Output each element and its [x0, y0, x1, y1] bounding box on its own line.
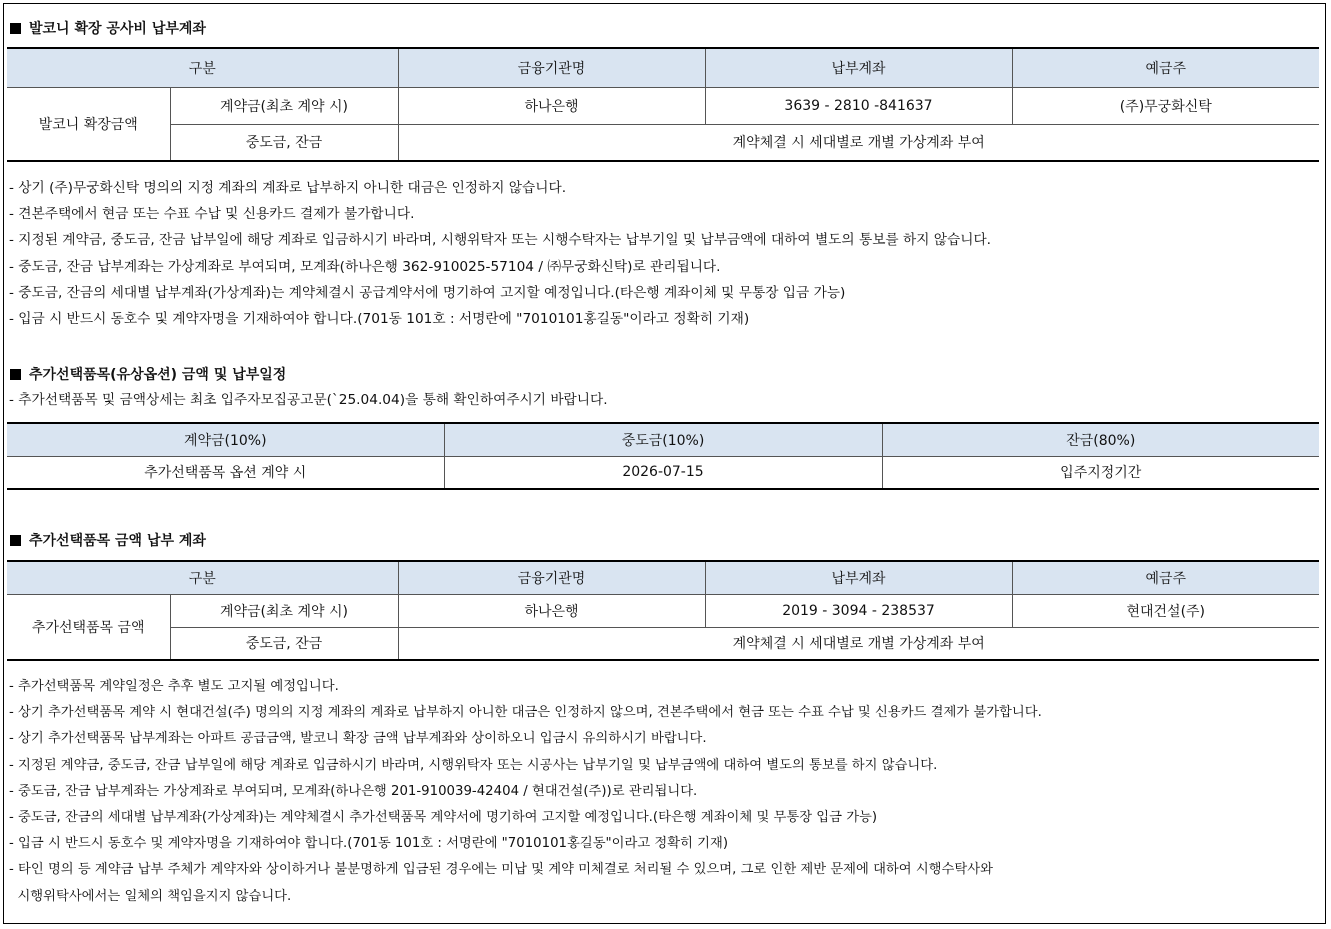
note-line: - 추가선택품목 계약일정은 추후 별도 고지될 예정입니다. [9, 679, 339, 694]
account-number: 3639 - 2810 -841637 [705, 87, 1012, 124]
table-header-row [7, 48, 1319, 87]
option-intro [9, 387, 608, 413]
note-line: - 상기 추가선택품목 납부계좌는 아파트 공급금액, 발코니 확장 금액 납부계좌와 상이하오니 입금시 유의하시기 바랍니다. [9, 731, 707, 747]
header-down-payment: 계약금(10%) [7, 423, 444, 456]
note-line: - 입금 시 반드시 동호수 및 계약자명을 기재하여야 합니다.(701동 101호 : 서명란에 "7010101홍길동"이라고 정확히 기재) [9, 310, 750, 327]
note-line: - 추가선택품목 및 금액상세는 최초 입주자모집공고문(`25.04.04)을 통해 확인하여주시기 바랍니다. [9, 392, 608, 408]
square-bullet-icon [10, 23, 21, 34]
payment-type: 계약금(최초 계약 시) [170, 87, 398, 124]
table-header-row [7, 423, 1319, 456]
account-holder: 현대건설(주) [1012, 594, 1319, 627]
payment-type: 중도금, 잔금 [170, 627, 398, 660]
bank-name: 하나은행 [398, 87, 705, 124]
square-bullet-icon [10, 535, 21, 546]
square-bullet-icon [10, 369, 21, 380]
header-category: 구분 [7, 561, 398, 594]
group-label: 추가선택품목 금액 [7, 594, 170, 660]
header-holder: 예금주 [1012, 48, 1319, 87]
header-interim-payment: 중도금(10%) [444, 423, 882, 456]
table-row [7, 124, 1319, 161]
note-line: - 중도금, 잔금의 세대별 납부계좌(가상계좌)는 계약체결시 추가선택품목 계약서에 명기하여 고지할 예정입니다.(타은행 계좌이체 및 무통장 입금 가능) [9, 809, 878, 825]
table-row [7, 87, 1319, 124]
header-account: 납부계좌 [705, 561, 1012, 594]
section-title-option-schedule: 추가선택품목(유상옵션) 금액 및 납부일정 [10, 364, 286, 384]
header-holder: 예금주 [1012, 561, 1319, 594]
note-line: - 상기 (주)무궁화신탁 명의의 지정 계좌의 계좌로 납부하지 아니한 대금은 인정하지 않습니다. [9, 180, 567, 196]
interim-payment-value: 2026-07-15 [444, 456, 882, 489]
table-row [7, 627, 1319, 660]
note-line: - 지정된 계약금, 중도금, 잔금 납부일에 해당 계좌로 입금하시기 바라며, 시행위탁자 또는 시행수탁자는 납부기일 및 납부금액에 대하여 별도의 통보를 하지 않습니다. [9, 232, 992, 249]
table-header-row [7, 561, 1319, 594]
header-bank: 금융기관명 [398, 561, 705, 594]
table-row [7, 594, 1319, 627]
header-category: 구분 [7, 48, 398, 87]
header-bank: 금융기관명 [398, 48, 705, 87]
table-row [7, 456, 1319, 489]
note-line: - 상기 추가선택품목 계약 시 현대건설(주) 명의의 지정 계좌의 계좌로 납부하지 아니한 대금은 인정하지 않으며, 견본주택에서 현금 또는 수표 수납 및 신용카드 결제가 불가합니다. [9, 705, 1042, 721]
note-line: - 견본주택에서 현금 또는 수표 수납 및 신용카드 결제가 불가합니다. [9, 206, 415, 223]
virtual-account-note: 계약체결 시 세대별로 개별 가상계좌 부여 [398, 124, 1319, 161]
balcony-notes [9, 175, 991, 332]
payment-type: 계약금(최초 계약 시) [170, 594, 398, 627]
note-line: - 중도금, 잔금 납부계좌는 가상계좌로 부여되며, 모계좌(하나은행 362-910025-57104 / ㈜무궁화신탁)로 관리됩니다. [9, 258, 721, 275]
note-line: - 입금 시 반드시 동호수 및 계약자명을 기재하여야 합니다.(701동 101호 : 서명란에 "7010101홍길동"이라고 정확히 기재) [9, 836, 729, 852]
section-title-balcony-account: 발코니 확장 공사비 납부계좌 [10, 18, 206, 38]
note-line: - 타인 명의 등 계약금 납부 주체가 계약자와 상이하거나 불분명하게 입금된 경우에는 미납 및 계약 미체결로 처리될 수 있으며, 그로 인한 제반 문제에 대하여 시행수탁사와 [9, 862, 993, 878]
virtual-account-note: 계약체결 시 세대별로 개별 가상계좌 부여 [398, 627, 1319, 660]
account-number: 2019 - 3094 - 238537 [705, 594, 1012, 627]
group-label: 발코니 확장금액 [7, 87, 170, 161]
note-line: - 지정된 계약금, 중도금, 잔금 납부일에 해당 계좌로 입금하시기 바라며, 시행위탁자 또는 시공사는 납부기일 및 납부금액에 대하여 별도의 통보를 하지 않습니다. [9, 757, 938, 773]
note-line: - 중도금, 잔금의 세대별 납부계좌(가상계좌)는 계약체결시 공급계약서에 명기하여 고지할 예정입니다.(타은행 계좌이체 및 무통장 입금 가능) [9, 284, 846, 301]
option-account-table [7, 560, 1319, 661]
option-schedule-table [7, 422, 1319, 490]
payment-type: 중도금, 잔금 [170, 124, 398, 161]
section-title-option-account: 추가선택품목 금액 납부 계좌 [10, 530, 206, 550]
balcony-account-table [7, 47, 1319, 162]
header-account: 납부계좌 [705, 48, 1012, 87]
down-payment-value: 추가선택품목 옵션 계약 시 [7, 456, 444, 489]
note-line: - 중도금, 잔금 납부계좌는 가상계좌로 부여되며, 모계좌(하나은행 201-910039-42404 / 현대건설(주))로 관리됩니다. [9, 783, 698, 799]
option-account-notes [9, 674, 1042, 910]
account-holder: (주)무궁화신탁 [1012, 87, 1319, 124]
note-line: 시행위탁사에서는 일체의 책임을지지 않습니다. [9, 888, 292, 904]
balance-value: 입주지정기간 [882, 456, 1319, 489]
bank-name: 하나은행 [398, 594, 705, 627]
header-balance: 잔금(80%) [882, 423, 1319, 456]
